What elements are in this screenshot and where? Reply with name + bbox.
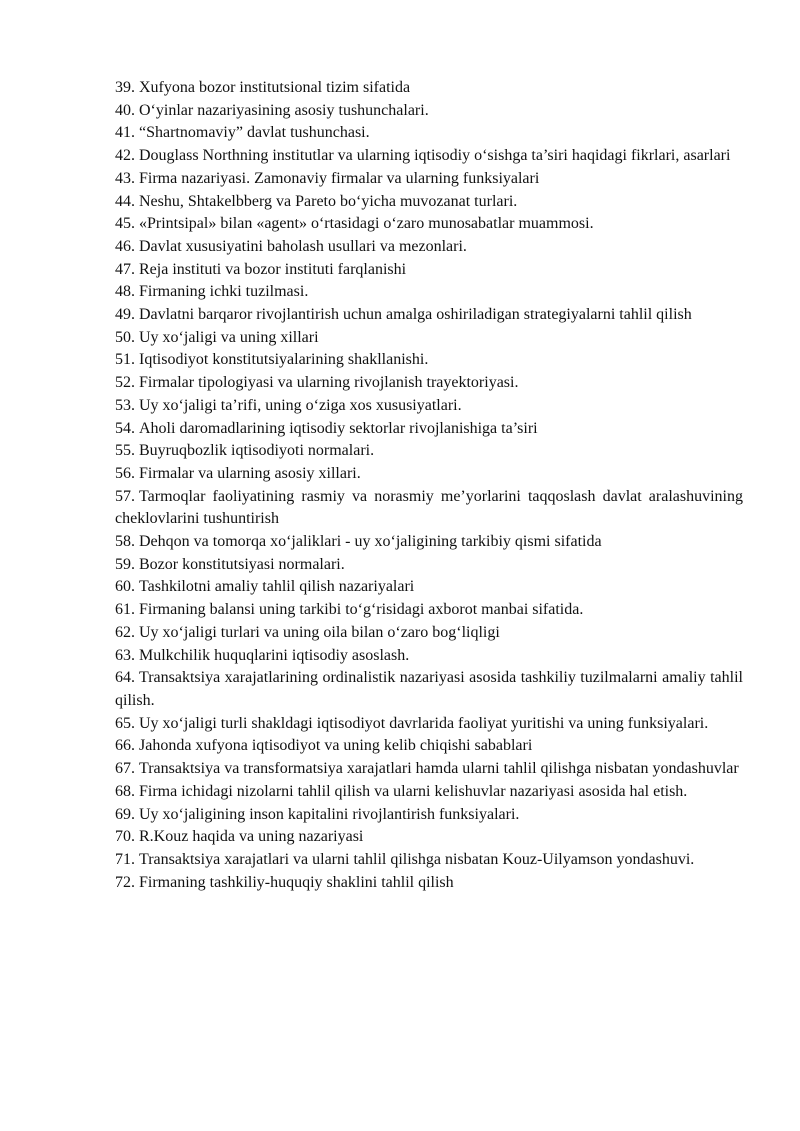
item-text: Aholi daromadlarining iqtisodiy sektorlar rivojlanishiga ta’siri bbox=[139, 419, 538, 437]
item-number: 56. bbox=[115, 464, 135, 482]
item-number: 45. bbox=[115, 215, 135, 233]
item-text: Transaktsiya xarajatlari va ularni tahlil qilishga nisbatan Kouz-Uilyamson yondashuvi. bbox=[139, 850, 695, 868]
list-item bbox=[115, 281, 743, 304]
item-number: 69. bbox=[115, 805, 135, 823]
item-text: Firmaning balansi uning tarkibi to‘g‘risidagi axborot manbai sifatida. bbox=[139, 601, 584, 619]
list-item bbox=[115, 349, 743, 372]
item-number: 54. bbox=[115, 419, 135, 437]
item-number: 59. bbox=[115, 555, 135, 573]
list-item bbox=[115, 531, 743, 554]
item-number: 47. bbox=[115, 260, 135, 278]
list-item bbox=[115, 826, 743, 849]
list-item bbox=[115, 486, 743, 531]
list-item bbox=[115, 781, 743, 804]
item-text: Uy xo‘jaligi turlari va uning oila bilan o‘zaro bog‘liqligi bbox=[139, 623, 500, 641]
item-text: Firmaning tashkiliy-huquqiy shaklini tahlil qilish bbox=[139, 873, 454, 891]
item-text: «Printsipal» bilan «agent» o‘rtasidagi o‘zaro munosabatlar muammosi. bbox=[139, 215, 594, 233]
item-text: “Shartnomaviy” davlat tushunchasi. bbox=[139, 124, 370, 142]
item-text: R.Kouz haqida va uning nazariyasi bbox=[139, 828, 364, 846]
item-text: Uy xo‘jaligi va uning xillari bbox=[139, 328, 319, 346]
list-item bbox=[115, 145, 743, 168]
item-text: Davlatni barqaror rivojlantirish uchun amalga oshiriladigan strategiyalarni tahlil qilish bbox=[139, 306, 692, 324]
item-number: 72. bbox=[115, 873, 135, 891]
list-item bbox=[115, 872, 743, 895]
item-number: 58. bbox=[115, 533, 135, 551]
item-number: 46. bbox=[115, 237, 135, 255]
list-item bbox=[115, 372, 743, 395]
list-item bbox=[115, 622, 743, 645]
list-item bbox=[115, 236, 743, 259]
item-text: Uy xo‘jaligi turli shakldagi iqtisodiyot davrlarida faoliyat yuritishi va uning funksiyalari. bbox=[139, 714, 709, 732]
list-item bbox=[115, 327, 743, 350]
list-item bbox=[115, 304, 743, 327]
item-number: 39. bbox=[115, 79, 135, 96]
item-text: Firmalar va ularning asosiy xillari. bbox=[139, 464, 361, 482]
item-text: Transaktsiya xarajatlarining ordinalistik nazariyasi asosida tashkiliy tuzilmalarni amaliy tahlil qilish. bbox=[115, 669, 743, 709]
list-item bbox=[115, 191, 743, 214]
item-number: 41. bbox=[115, 124, 135, 142]
item-text: Uy xo‘jaligi ta’rifi, uning o‘ziga xos xususiyatlari. bbox=[139, 396, 462, 414]
list-item bbox=[115, 713, 743, 736]
list-item bbox=[115, 576, 743, 599]
list-item bbox=[115, 440, 743, 463]
item-number: 60. bbox=[115, 578, 135, 596]
item-text: Transaktsiya va transformatsiya xarajatlari hamda ularni tahlil qilishga nisbatan yondashuvlar bbox=[139, 760, 739, 778]
item-number: 71. bbox=[115, 850, 135, 868]
item-number: 52. bbox=[115, 374, 135, 392]
item-number: 40. bbox=[115, 101, 135, 119]
item-text: Reja instituti va bozor instituti farqlanishi bbox=[139, 260, 407, 278]
item-number: 44. bbox=[115, 192, 135, 210]
item-text: Dehqon va tomorqa xo‘jaliklari - uy xo‘jaligining tarkibiy qismi sifatida bbox=[139, 533, 602, 551]
item-text: Buyruqbozlik iqtisodiyoti normalari. bbox=[139, 442, 375, 460]
item-number: 61. bbox=[115, 601, 135, 619]
item-text: Mulkchilik huquqlarini iqtisodiy asoslash. bbox=[139, 646, 410, 664]
item-text: O‘yinlar nazariyasining asosiy tushunchalari. bbox=[139, 101, 429, 119]
item-text: Firmalar tipologiyasi va ularning rivojlanish trayektoriyasi. bbox=[139, 374, 519, 392]
item-number: 63. bbox=[115, 646, 135, 664]
item-text: Iqtisodiyot konstitutsiyalarining shakllanishi. bbox=[139, 351, 429, 369]
item-number: 51. bbox=[115, 351, 135, 369]
item-number: 48. bbox=[115, 283, 135, 301]
list-item bbox=[115, 259, 743, 282]
item-text: Uy xo‘jaligining inson kapitalini rivojlantirish funksiyalari. bbox=[139, 805, 520, 823]
item-text: Bozor konstitutsiyasi normalari. bbox=[139, 555, 345, 573]
list-item bbox=[115, 599, 743, 622]
list-item bbox=[115, 554, 743, 577]
item-number: 53. bbox=[115, 396, 135, 414]
item-number: 64. bbox=[115, 669, 135, 687]
list-item bbox=[115, 804, 743, 827]
item-number: 66. bbox=[115, 737, 135, 755]
item-number: 42. bbox=[115, 147, 135, 165]
item-text: Firmaning ichki tuzilmasi. bbox=[139, 283, 309, 301]
item-number: 70. bbox=[115, 828, 135, 846]
item-text: Tarmoqlar faoliyatining rasmiy va norasmiy me’yorlarini taqqoslash davlat aralashuvining cheklovlarini tushuntirish bbox=[115, 487, 743, 528]
item-number: 43. bbox=[115, 169, 135, 187]
question-list bbox=[115, 77, 743, 894]
item-text: Neshu, Shtakelbberg va Pareto bo‘yicha muvozanat turlari. bbox=[139, 192, 518, 210]
item-number: 65. bbox=[115, 714, 135, 732]
list-item bbox=[115, 100, 743, 123]
item-text: Jahonda xufyona iqtisodiyot va uning kelib chiqishi sabablari bbox=[139, 737, 533, 755]
list-item bbox=[115, 667, 743, 712]
list-item bbox=[115, 735, 743, 758]
item-number: 55. bbox=[115, 442, 135, 460]
item-number: 62. bbox=[115, 623, 135, 641]
item-text: Xufyona bozor institutsional tizim sifatida bbox=[139, 79, 411, 96]
list-item bbox=[115, 645, 743, 668]
item-number: 57. bbox=[115, 487, 135, 505]
item-number: 50. bbox=[115, 328, 135, 346]
list-item bbox=[115, 395, 743, 418]
item-text: Firma ichidagi nizolarni tahlil qilish va ularni kelishuvlar nazariyasi asosida hal etish. bbox=[139, 782, 688, 800]
list-item bbox=[115, 122, 743, 145]
list-item bbox=[115, 849, 743, 872]
item-number: 68. bbox=[115, 782, 135, 800]
list-item bbox=[115, 758, 743, 781]
item-text: Davlat xususiyatini baholash usullari va mezonlari. bbox=[139, 237, 467, 255]
item-number: 49. bbox=[115, 306, 135, 324]
list-item bbox=[115, 213, 743, 236]
list-item bbox=[115, 463, 743, 486]
list-item bbox=[115, 77, 743, 100]
item-text: Tashkilotni amaliy tahlil qilish nazariyalari bbox=[139, 578, 415, 596]
list-item bbox=[115, 168, 743, 191]
item-text: Firma nazariyasi. Zamonaviy firmalar va ularning funksiyalari bbox=[139, 169, 540, 187]
item-text: Douglass Northning institutlar va ularning iqtisodiy o‘sishga ta’siri haqidagi fikrlari, asarlari bbox=[139, 147, 731, 165]
document-page bbox=[115, 77, 743, 894]
list-item bbox=[115, 418, 743, 441]
item-number: 67. bbox=[115, 760, 135, 778]
